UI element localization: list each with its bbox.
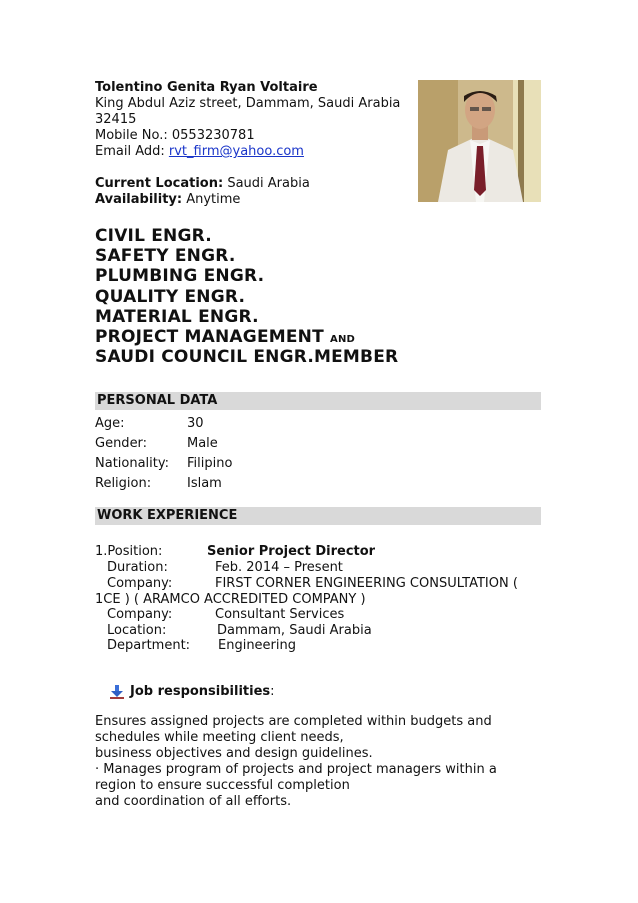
personal-value-age: 30 [187,416,204,431]
duration-label: Duration: [107,560,168,575]
availability-line [95,192,240,208]
personal-value-nationality: Filipino [187,456,233,471]
email-link[interactable]: rvt_firm@yahoo.com [168,144,304,159]
personal-value-religion: Islam [187,476,222,491]
company-value: FIRST CORNER ENGINEERING CONSULTATION ( [215,576,518,591]
company2-value: Consultant Services [215,607,345,622]
profile-photo [418,80,541,202]
mobile-number: 0553230781 [171,128,255,143]
duration-value: Feb. 2014 – Present [215,560,343,575]
applicant-name: Tolentino Genita Ryan Voltaire [95,80,318,95]
title-and: AND [330,334,356,345]
title-quality: QUALITY ENGR. [95,287,246,307]
company-value-cont: 1CE ) ( ARAMCO ACCREDITED COMPANY ) [95,592,366,607]
department-value: Engineering [218,638,296,653]
job-responsibilities-heading [130,684,275,700]
address-line-2: 32415 [95,112,137,127]
email-line [95,144,304,160]
title-safety: SAFETY ENGR. [95,246,236,266]
address-line-1: King Abdul Aziz street, Dammam, Saudi Arabia [95,96,401,111]
responsibility-line: · Manages program of projects and project managers within a [95,762,497,777]
company2-label: Company: [107,607,173,622]
job-responsibilities-text: Job responsibilities [130,684,271,699]
personal-label-gender: Gender: [95,436,148,451]
responsibility-line: schedules while meeting client needs, [95,730,344,745]
personal-label-nationality: Nationality: [95,456,170,471]
work-location-value: Dammam, Saudi Arabia [217,623,372,638]
title-plumbing: PLUMBING ENGR. [95,266,265,286]
personal-label-age: Age: [95,416,125,431]
availability-value: Anytime [186,192,241,207]
work-location-label: Location: [107,623,167,638]
availability-label: Availability: [95,192,183,207]
responsibility-line: and coordination of all efforts. [95,794,292,809]
title-pm-text: PROJECT MANAGEMENT [95,327,324,347]
work-experience-heading: WORK EXPERIENCE [95,507,541,525]
location-value: Saudi Arabia [227,176,310,191]
location-line [95,176,310,192]
position-label: 1.Position: [95,544,163,559]
responsibility-line: business objectives and design guidelines. [95,746,373,761]
department-label: Department: [107,638,191,653]
responsibility-line: region to ensure successful completion [95,778,350,793]
responsibility-line: Ensures assigned projects are completed within budgets and [95,714,492,729]
title-civil: CIVIL ENGR. [95,226,212,246]
personal-label-religion: Religion: [95,476,152,491]
company-label: Company: [107,576,173,591]
title-material: MATERIAL ENGR. [95,307,259,327]
title-saudi-council: SAUDI COUNCIL ENGR.MEMBER [95,347,399,367]
personal-data-heading: PERSONAL DATA [95,392,541,410]
job-responsibilities-colon: : [270,684,275,699]
arrow-down-bullet-icon [110,684,124,698]
personal-value-gender: Male [187,436,218,451]
email-label: Email Add: [95,144,165,159]
position-value: Senior Project Director [207,544,376,559]
mobile-label: Mobile No.: [95,128,168,143]
location-label: Current Location: [95,176,224,191]
mobile-line [95,128,255,144]
